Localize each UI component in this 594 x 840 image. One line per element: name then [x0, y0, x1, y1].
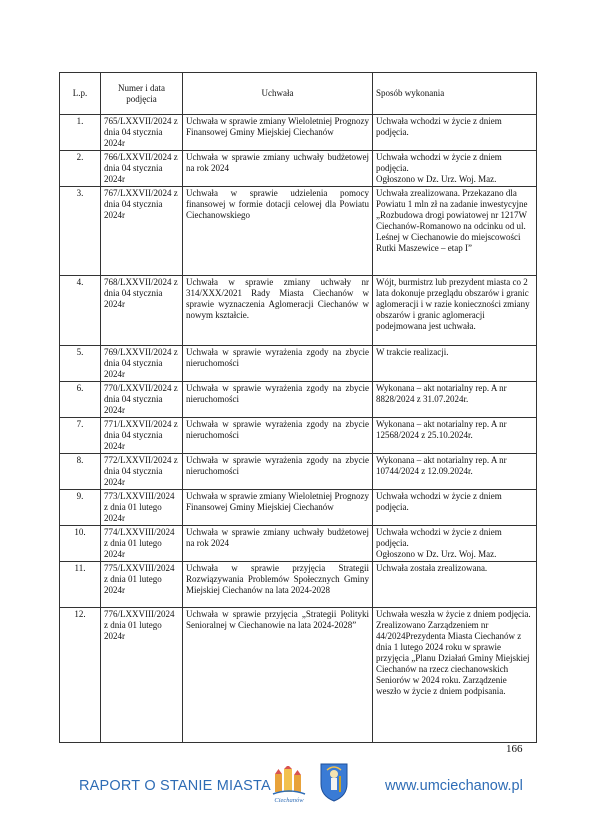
table-row: [60, 418, 537, 454]
row-number: 767/LXXVII/2024 z dnia 04 stycznia 2024r: [101, 187, 183, 276]
row-number: 768/LXXVII/2024 z dnia 04 stycznia 2024r: [101, 276, 183, 346]
row-lp: 1.: [60, 115, 101, 151]
row-execution: Uchwała zrealizowana. Przekazano dla Powiatu 1 mln zł na zadanie inwestycyjne „Rozbudowa drogi powiatowej nr 1217W Ciechanów-Romanowo na odcinku od ul. Leśnej w Ciechanowie do miejscowości Rutki Maszewice – etap I”: [373, 187, 537, 276]
row-number: 772/LXXVII/2024 z dnia 04 stycznia 2024r: [101, 454, 183, 490]
city-logo-icon: [271, 766, 307, 804]
row-resolution: Uchwała w sprawie zmiany uchwały nr 314/XXX/2021 Rady Miasta Ciechanów w sprawie wyznaczenia Aglomeracji Ciechanów w nowym kształcie.: [183, 276, 373, 346]
table-row: [60, 608, 537, 743]
resolutions-table: [59, 72, 537, 743]
row-lp: 12.: [60, 608, 101, 743]
row-number: 773/LXXVIII/2024 z dnia 01 lutego 2024r: [101, 490, 183, 526]
table-row: [60, 562, 537, 608]
footer-report-title: RAPORT O STANIE MIASTA: [79, 778, 271, 794]
table-row: [60, 115, 537, 151]
row-execution: Uchwała weszła w życie z dniem podjęcia. Zrealizowano Zarządzeniem nr 44/2024Prezydenta Miasta Ciechanów z dnia 1 lutego 2024 roku w sprawie przyjęcia „Planu Działań Gminy Miejskiej Ciechanów na rzecz ciechanowskich Seniorów w 2024 roku. Zarządzenie weszło w życie z dniem podpisania.: [373, 608, 537, 743]
row-number: 776/LXXVIII/2024 z dnia 01 lutego 2024r: [101, 608, 183, 743]
row-resolution: Uchwała w sprawie zmiany Wieloletniej Prognozy Finansowej Gminy Miejskiej Ciechanów: [183, 490, 373, 526]
table-row: [60, 526, 537, 562]
row-number: 766/LXXVII/2024 z dnia 04 stycznia 2024r: [101, 151, 183, 187]
header-lp: L.p.: [60, 73, 101, 115]
row-execution: Wykonana – akt notarialny rep. A nr 8828/2024 z 31.07.2024r.: [373, 382, 537, 418]
row-execution: Uchwała wchodzi w życie z dniem podjęcia. Ogłoszono w Dz. Urz. Woj. Maz.: [373, 151, 537, 187]
page-number: 166: [506, 743, 523, 755]
row-execution: Wójt, burmistrz lub prezydent miasta co 2 lata dokonuje przeglądu obszarów i granic aglomeracji i w razie konieczności zmiany obszarów i granic aglomeracji podejmowana jest uchwała.: [373, 276, 537, 346]
table-row: [60, 490, 537, 526]
header-resolution: Uchwała: [183, 73, 373, 115]
row-execution: W trakcie realizacji.: [373, 346, 537, 382]
row-resolution: Uchwała w sprawie zmiany Wieloletniej Prognozy Finansowej Gminy Miejskiej Ciechanów: [183, 115, 373, 151]
row-resolution: Uchwała w sprawie przyjęcia Strategii Rozwiązywania Problemów Społecznych Gminy Miejskiej Ciechanów na lata 2024-2028: [183, 562, 373, 608]
row-resolution: Uchwała w sprawie przyjęcia „Strategii Polityki Senioralnej w Ciechanowie na lata 2024-2028”: [183, 608, 373, 743]
row-resolution: Uchwała w sprawie zmiany uchwały budżetowej na rok 2024: [183, 151, 373, 187]
row-execution: Wykonana – akt notarialny rep. A nr 12568/2024 z 25.10.2024r.: [373, 418, 537, 454]
row-lp: 6.: [60, 382, 101, 418]
row-resolution: Uchwała w sprawie udzielenia pomocy finansowej w formie dotacji celowej dla Powiatu Ciechanowskiego: [183, 187, 373, 276]
row-number: 769/LXXVII/2024 z dnia 04 stycznia 2024r: [101, 346, 183, 382]
row-execution: Uchwała wchodzi w życie z dniem podjęcia.: [373, 115, 537, 151]
row-lp: 9.: [60, 490, 101, 526]
table-row: [60, 454, 537, 490]
row-resolution: Uchwała w sprawie wyrażenia zgody na zbycie nieruchomości: [183, 382, 373, 418]
row-number: 775/LXXVIII/2024 z dnia 01 lutego 2024r: [101, 562, 183, 608]
row-execution: Uchwała wchodzi w życie z dniem podjęcia. Ogłoszono w Dz. Urz. Woj. Maz.: [373, 526, 537, 562]
row-resolution: Uchwała w sprawie zmiany uchwały budżetowej na rok 2024: [183, 526, 373, 562]
row-lp: 11.: [60, 562, 101, 608]
row-number: 774/LXXVIII/2024 z dnia 01 lutego 2024r: [101, 526, 183, 562]
row-lp: 7.: [60, 418, 101, 454]
row-resolution: Uchwała w sprawie wyrażenia zgody na zbycie nieruchomości: [183, 454, 373, 490]
page-footer: [0, 762, 594, 812]
table-row: [60, 346, 537, 382]
row-number: 765/LXXVII/2024 z dnia 04 stycznia 2024r: [101, 115, 183, 151]
table-header-row: [60, 73, 537, 115]
row-lp: 3.: [60, 187, 101, 276]
table-row: [60, 187, 537, 276]
row-lp: 2.: [60, 151, 101, 187]
row-resolution: Uchwała w sprawie wyrażenia zgody na zbycie nieruchomości: [183, 418, 373, 454]
row-lp: 4.: [60, 276, 101, 346]
row-execution: Uchwała została zrealizowana.: [373, 562, 537, 608]
row-number: 770/LXXVII/2024 z dnia 04 stycznia 2024r: [101, 382, 183, 418]
row-execution: Uchwała wchodzi w życie z dniem podjęcia.: [373, 490, 537, 526]
row-lp: 10.: [60, 526, 101, 562]
header-number-date: Numer i data podjęcia: [101, 73, 183, 115]
header-execution: Sposób wykonania: [373, 73, 537, 115]
table-row: [60, 382, 537, 418]
table-row: [60, 151, 537, 187]
row-lp: 8.: [60, 454, 101, 490]
row-lp: 5.: [60, 346, 101, 382]
table-row: [60, 276, 537, 346]
row-execution: Wykonana – akt notarialny rep. A nr 10744/2024 z 12.09.2024r.: [373, 454, 537, 490]
coat-of-arms-icon: [319, 762, 349, 802]
footer-website-link[interactable]: www.umciechanow.pl: [385, 778, 523, 794]
row-number: 771/LXXVII/2024 z dnia 04 stycznia 2024r: [101, 418, 183, 454]
logo-city-name: Ciechanów: [274, 797, 304, 804]
row-resolution: Uchwała w sprawie wyrażenia zgody na zbycie nieruchomości: [183, 346, 373, 382]
